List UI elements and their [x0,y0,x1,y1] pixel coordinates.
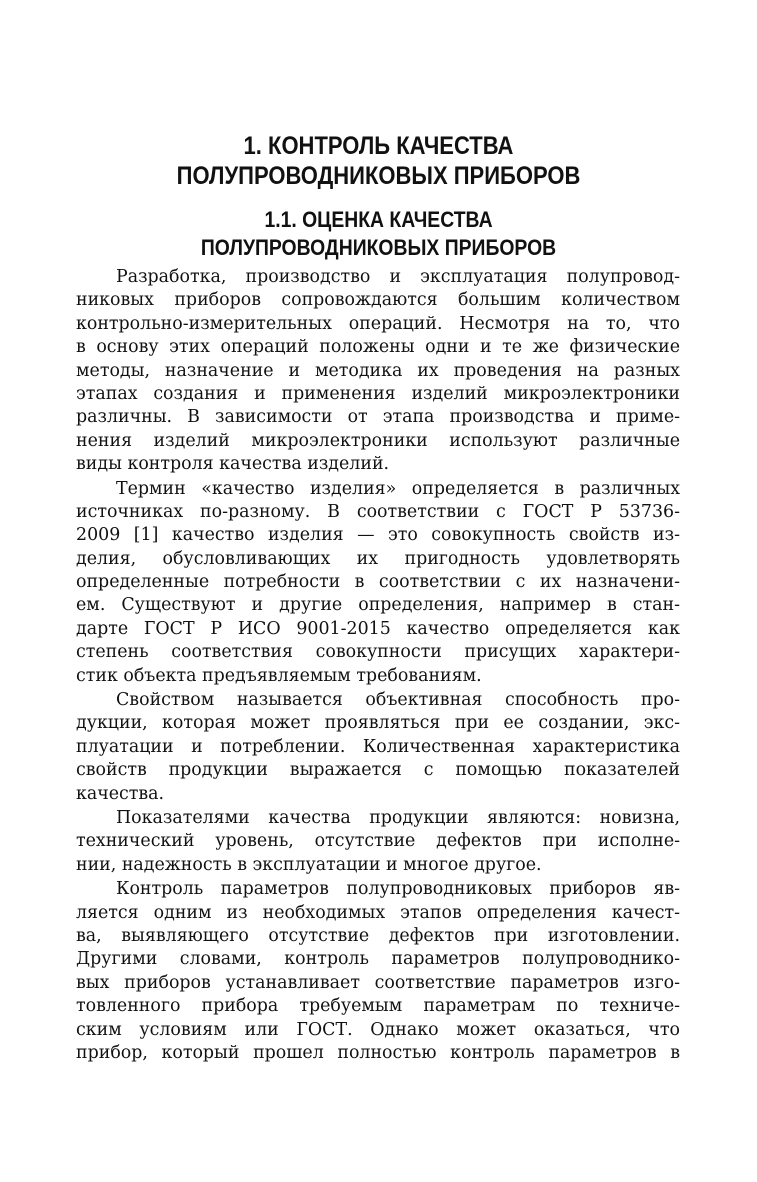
paragraph-line: виды контроля качества изделий. [76,454,390,475]
paragraph-line: ем. Существуют и другие определения, например в стан- [76,595,680,616]
chapter-title [98,131,659,191]
paragraph-line: вых приборов устанавливает соответствие параметров изго- [76,972,680,993]
paragraph-line: нения изделий микроэлектроники используют различные [76,430,680,451]
paragraph [76,478,680,689]
paragraph-line: Другими словами, контроль параметров полупроводнико- [76,949,680,970]
paragraph-line: ва, выявляющего отсутствие дефектов при изготовлении. [76,925,680,946]
paragraph [76,807,680,877]
paragraph-line: дарте ГОСТ Р ИСО 9001-2015 качество определяется как [76,618,680,639]
paragraph-line: источниках по-разному. В соответствии с ГОСТ Р 53736- [76,501,680,522]
paragraph [76,689,680,806]
chapter-title-line-2: ПОЛУПРОВОДНИКОВЫХ ПРИБОРОВ [176,162,581,190]
paragraph-line: плуатации и потреблении. Количественная характеристика [76,736,680,757]
paragraph-line: Термин «качество изделия» определяется в различных [116,478,680,499]
paragraph-line: Разработка, производство и эксплуатация полупровод- [116,267,680,287]
section-title-line-1: 1.1. ОЦЕНКА КАЧЕСТВА [264,207,493,232]
paragraph-line: методы, назначение и методика их проведения на разных [76,360,680,381]
paragraph-line: дукции, которая может проявляться при ее создании, экс- [76,713,680,734]
paragraph-line: свойств продукции выражается с помощью показателей [76,760,680,781]
paragraph [76,878,680,1065]
body-text [76,266,680,1066]
paragraph-line: определенные потребности в соответствии с их назначени- [76,572,680,593]
paragraph-line: стик объекта предъявляемым требованиям. [76,665,482,686]
paragraph-line: 2009 [1] качество изделия — это совокупность свойств из- [76,525,680,546]
paragraph-line: товленного прибора требуемым параметрам по техниче- [76,996,680,1017]
paragraph-line: Контроль параметров полупроводниковых приборов яв- [116,879,680,900]
paragraph-line: степень соответствия совокупности присущих характери- [76,642,680,663]
paragraph-line: никовых приборов сопровождаются большим количеством [76,290,680,311]
paragraph-line: технический уровень, отсутствие дефектов при исполне- [76,831,680,852]
paragraph-line: качества. [76,783,165,804]
section-title-line-2: ПОЛУПРОВОДНИКОВЫХ ПРИБОРОВ [200,235,557,260]
paragraph-line: этапах создания и применения изделий микроэлектроники [76,383,680,404]
paragraph-line: ляется одним из необходимых этапов определения качест- [76,902,680,923]
paragraph-line: Показателями качества продукции являются: новизна, [116,807,680,828]
paragraph-line: различны. В зависимости от этапа производства и приме- [76,407,680,428]
paragraph-line: Свойством называется объективная способность про- [116,690,680,711]
paragraph-line: контрольно-измерительных операций. Несмотря на то, что [76,313,680,334]
paragraph-line: нии, надежность в эксплуатации и многое другое. [76,854,542,875]
paragraph-line: ским условиям или ГОСТ. Однако может оказаться, что [76,1019,680,1040]
paragraph-line: в основу этих операций положены одни и те же физические [76,337,680,358]
chapter-title-line-1: 1. КОНТРОЛЬ КАЧЕСТВА [243,132,514,160]
paragraph-line: прибор, который прошел полностью контроль параметров в [76,1042,680,1063]
section-title [98,206,659,262]
paragraph-line: делия, обусловливающих их пригодность удовлетворять [76,548,680,569]
paragraph [76,266,680,477]
